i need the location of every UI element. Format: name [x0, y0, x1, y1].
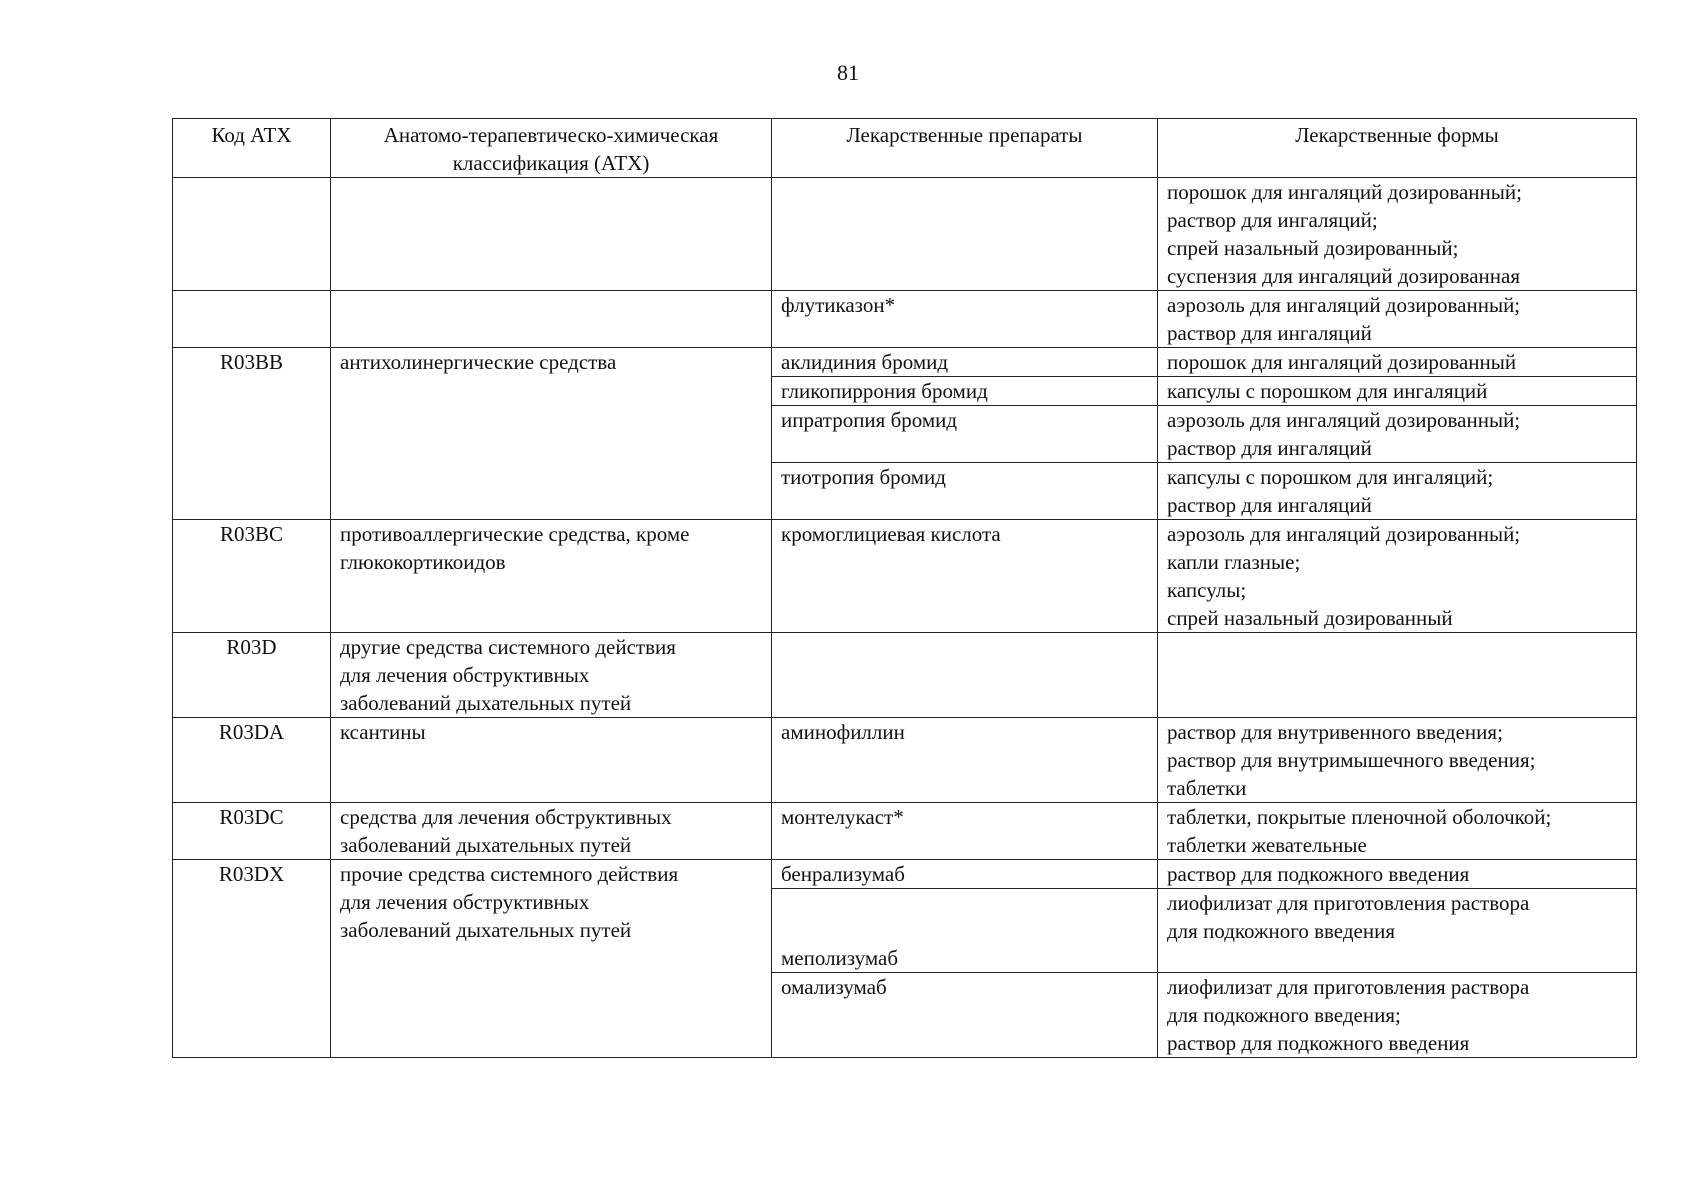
dosage-forms [1158, 178, 1637, 291]
atx-code [173, 178, 331, 291]
drug-name: аклидиния бромид [772, 348, 1158, 377]
dosage-forms-line: порошок для ингаляций дозированный [1167, 350, 1517, 374]
header-forms: Лекарственные формы [1158, 119, 1637, 178]
dosage-forms [1158, 406, 1637, 463]
drug-name [772, 178, 1158, 291]
dosage-forms-line: капли глазные; [1167, 550, 1301, 574]
drug-name: меполизумаб [772, 889, 1158, 973]
atx-classification-line: глюкокортикоидов [340, 550, 506, 574]
table-row [173, 860, 1637, 889]
atx-classification [331, 348, 772, 520]
dosage-forms [1158, 803, 1637, 860]
dosage-forms-line: капсулы с порошком для ингаляций [1167, 379, 1488, 403]
atx-classification-line: ксантины [340, 720, 426, 744]
table-row [173, 803, 1637, 860]
dosage-forms-line: аэрозоль для ингаляций дозированный; [1167, 522, 1521, 546]
atx-classification-line: заболеваний дыхательных путей [340, 691, 632, 715]
atx-code: R03BC [173, 520, 331, 633]
dosage-forms-line: раствор для ингаляций [1167, 321, 1372, 345]
atx-classification-line: заболеваний дыхательных путей [340, 833, 632, 857]
dosage-forms-line: раствор для внутривенного введения; [1167, 720, 1503, 744]
table-row [173, 520, 1637, 633]
table-body [173, 178, 1637, 1058]
dosage-forms-line: для подкожного введения; [1167, 1003, 1401, 1027]
atx-classification [331, 291, 772, 348]
dosage-forms-line: таблетки, покрытые пленочной оболочкой; [1167, 805, 1552, 829]
dosage-forms [1158, 973, 1637, 1058]
header-code: Код АТХ [173, 119, 331, 178]
atx-code: R03D [173, 633, 331, 718]
dosage-forms-line: для подкожного введения [1167, 919, 1395, 943]
dosage-forms [1158, 889, 1637, 973]
dosage-forms-line: раствор для ингаляций [1167, 436, 1372, 460]
table-row [173, 348, 1637, 377]
dosage-forms-line: капсулы; [1167, 578, 1247, 602]
atx-classification-line: для лечения обструктивных [340, 890, 590, 914]
dosage-forms-line: лиофилизат для приготовления раствора [1167, 975, 1530, 999]
atx-code: R03DC [173, 803, 331, 860]
drug-name: омализумаб [772, 973, 1158, 1058]
page-number: 81 [837, 60, 859, 85]
dosage-forms-line: раствор для подкожного введения [1167, 1031, 1470, 1055]
dosage-forms [1158, 463, 1637, 520]
atx-classification-line: для лечения обструктивных [340, 663, 590, 687]
atx-code: R03BB [173, 348, 331, 520]
dosage-forms-line: суспензия для ингаляций дозированная [1167, 264, 1521, 288]
dosage-forms-line: таблетки [1167, 776, 1247, 800]
drug-name: монтелукаст* [772, 803, 1158, 860]
dosage-forms [1158, 348, 1637, 377]
atx-classification [331, 520, 772, 633]
drug-name: аминофиллин [772, 718, 1158, 803]
dosage-forms-line: лиофилизат для приготовления раствора [1167, 891, 1530, 915]
dosage-forms [1158, 718, 1637, 803]
table-row [173, 178, 1637, 291]
atx-classification-line: прочие средства системного действия [340, 862, 679, 886]
drug-name: бенрализумаб [772, 860, 1158, 889]
dosage-forms-line: спрей назальный дозированный [1167, 606, 1453, 630]
drug-name [772, 633, 1158, 718]
atx-classification-line: антихолинергические средства [340, 350, 617, 374]
dosage-forms-line: раствор для ингаляций [1167, 493, 1372, 517]
dosage-forms-line: таблетки жевательные [1167, 833, 1367, 857]
drug-name: ипратропия бромид [772, 406, 1158, 463]
dosage-forms-line: раствор для ингаляций; [1167, 208, 1378, 232]
atx-classification [331, 718, 772, 803]
atx-classification [331, 803, 772, 860]
dosage-forms-line: капсулы с порошком для ингаляций; [1167, 465, 1494, 489]
table-header [173, 119, 1637, 178]
header-drugs: Лекарственные препараты [772, 119, 1158, 178]
atx-classification-line: другие средства системного действия [340, 635, 676, 659]
drug-name: флутиказон* [772, 291, 1158, 348]
dosage-forms-line: раствор для подкожного введения [1167, 862, 1470, 886]
atx-classification-line: заболеваний дыхательных путей [340, 918, 632, 942]
atx-classification-line: средства для лечения обструктивных [340, 805, 672, 829]
atx-code [173, 291, 331, 348]
atx-classification-line: противоаллергические средства, кроме [340, 522, 690, 546]
atx-classification [331, 633, 772, 718]
header-row [173, 119, 1637, 178]
dosage-forms [1158, 520, 1637, 633]
table-row [173, 291, 1637, 348]
dosage-forms [1158, 860, 1637, 889]
header-classification: Анатомо-терапевтическо-химическая классификация (АТХ) [331, 119, 772, 178]
drug-name: тиотропия бромид [772, 463, 1158, 520]
dosage-forms-line: раствор для внутримышечного введения; [1167, 748, 1536, 772]
drug-name: гликопиррония бромид [772, 377, 1158, 406]
atx-code: R03DA [173, 718, 331, 803]
atx-classification [331, 178, 772, 291]
dosage-forms [1158, 377, 1637, 406]
atx-classification [331, 860, 772, 1058]
atx-code: R03DX [173, 860, 331, 1058]
atx-table [172, 118, 1637, 1058]
dosage-forms-line: аэрозоль для ингаляций дозированный; [1167, 293, 1521, 317]
drug-name: кромоглициевая кислота [772, 520, 1158, 633]
dosage-forms-line: спрей назальный дозированный; [1167, 236, 1459, 260]
dosage-forms [1158, 291, 1637, 348]
dosage-forms-line: порошок для ингаляций дозированный; [1167, 180, 1522, 204]
dosage-forms [1158, 633, 1637, 718]
table-row [173, 718, 1637, 803]
table-row [173, 633, 1637, 718]
dosage-forms-line: аэрозоль для ингаляций дозированный; [1167, 408, 1521, 432]
